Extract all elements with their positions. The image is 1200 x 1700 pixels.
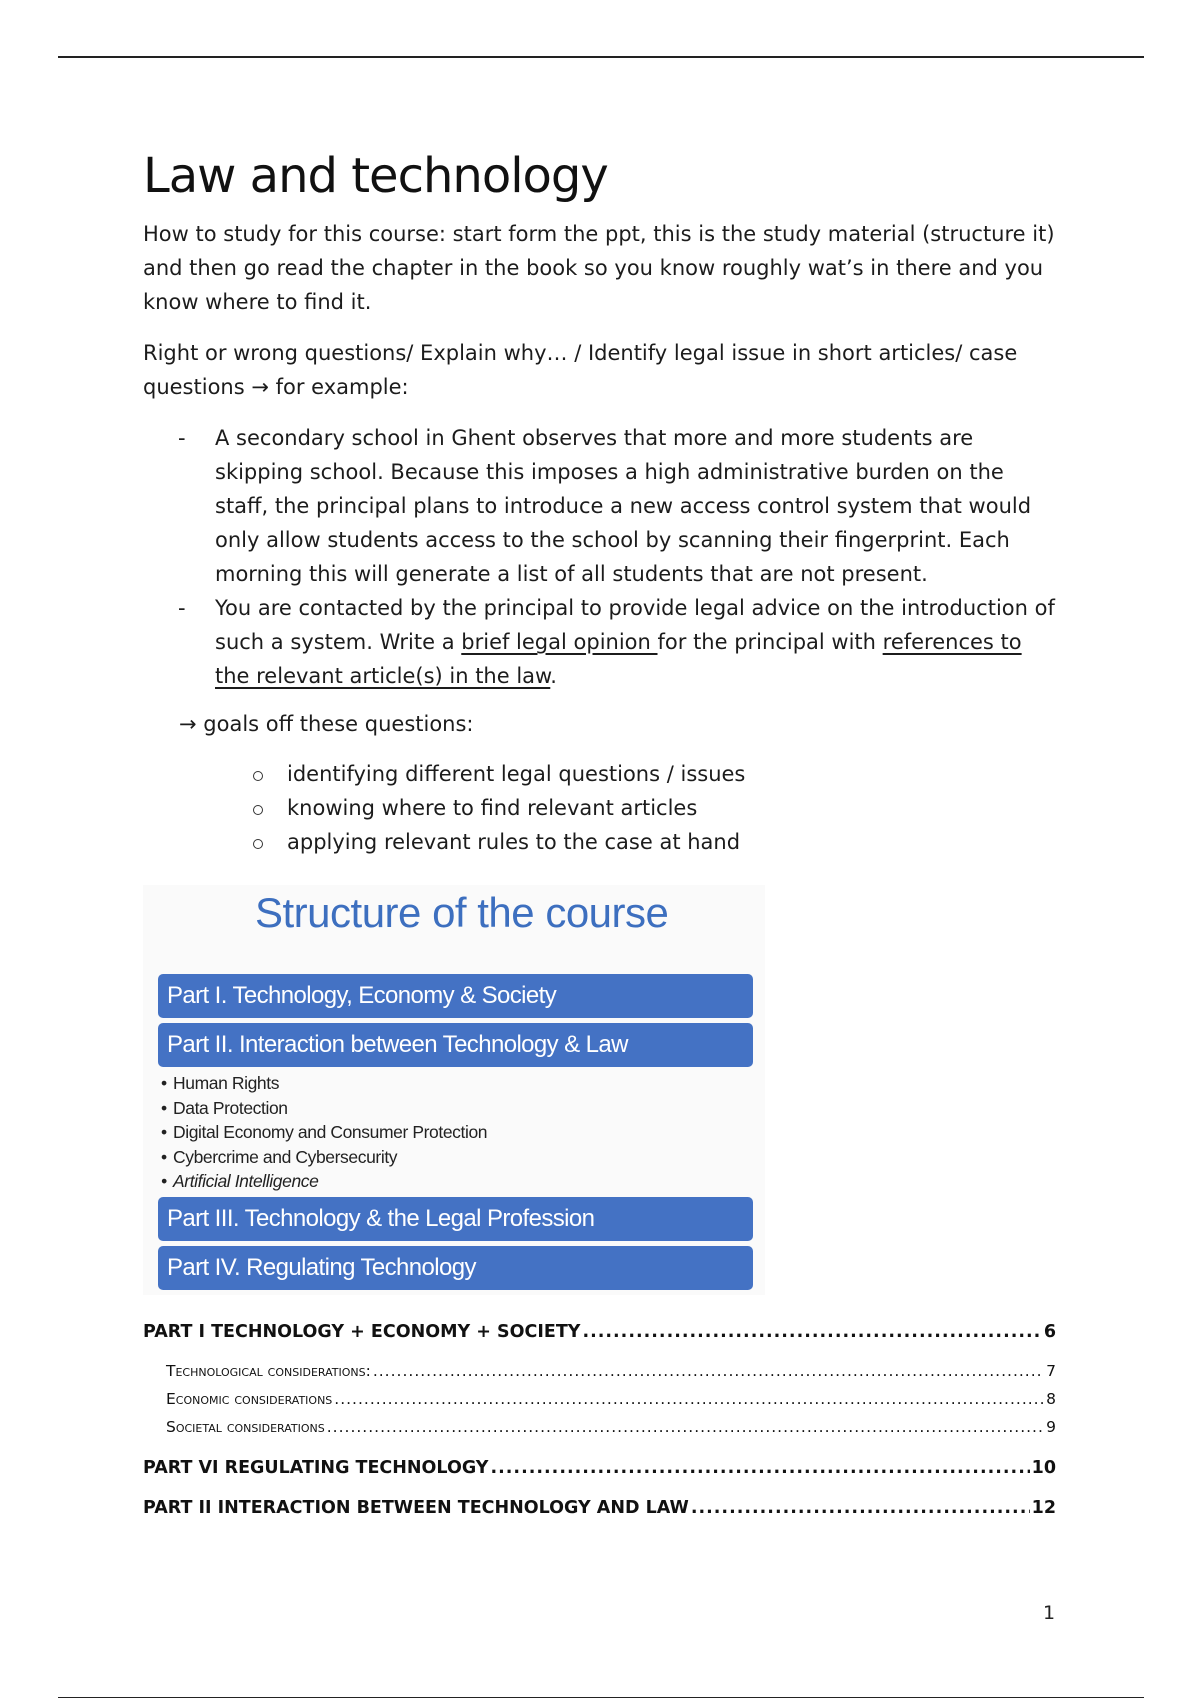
goal-item (143, 757, 1058, 791)
circle-bullet-icon (253, 805, 263, 815)
example-item-text: A secondary school in Ghent observes that more and more students are skipping school. Because this imposes a high administrative burden on the staff, the principal plans to introduce a new access control system that would only allow students access to the school by scanning their fingerprint. Each morning this will generate a list of all students that are not present. (215, 425, 1032, 586)
bullet-icon: • (161, 1122, 167, 1142)
toc-leader (691, 1498, 1030, 1518)
underlined-phrase: references to the relevant article(s) in the law (215, 629, 1022, 688)
circle-bullet-icon (253, 839, 263, 849)
part-1-bar: Part I. Technology, Economy & Society (158, 974, 753, 1018)
topic-item (161, 1071, 487, 1096)
document-title: Law and technology (143, 148, 608, 204)
example-item-text: You are contacted by the principal to provide legal advice on the introduction of such a system. Write a (215, 595, 1055, 654)
toc-leader (490, 1458, 1029, 1478)
dash-bullet: - (178, 595, 186, 620)
toc-label: Economic considerations (166, 1390, 333, 1408)
toc-label: PART I TECHNOLOGY + ECONOMY + SOCIETY (143, 1322, 581, 1342)
toc-page: 7 (1046, 1362, 1056, 1380)
toc-label: Technological considerations: (166, 1362, 371, 1380)
underlined-phrase: brief legal opinion (461, 629, 658, 654)
toc-leader (327, 1418, 1044, 1436)
bullet-icon: • (161, 1073, 167, 1093)
toc-label: PART II INTERACTION BETWEEN TECHNOLOGY AND LAW (143, 1498, 689, 1518)
part-3-bar: Part III. Technology & the Legal Profession (158, 1197, 753, 1241)
toc-page: 6 (1043, 1322, 1056, 1342)
toc-page: 12 (1031, 1498, 1056, 1518)
part-2-bar: Part II. Interaction between Technology & Law (158, 1023, 753, 1067)
intro-paragraph: How to study for this course: start form the ppt, this is the study material (structure it) and then go read the chapter in the book so you know roughly wat’s in there and you know where to find it. (143, 221, 1055, 314)
topic-text: Human Rights (173, 1073, 280, 1093)
footer-rule (58, 1697, 1144, 1698)
topic-text: Artificial Intelligence (173, 1171, 319, 1191)
toc-entry[interactable] (143, 1362, 1056, 1390)
goal-text: knowing where to find relevant articles (287, 795, 698, 820)
document-body (143, 150, 1058, 859)
goals-heading: → goals off these questions: (179, 711, 474, 736)
header-rule (58, 56, 1144, 58)
topic-item (161, 1169, 487, 1194)
toc-entry[interactable] (143, 1458, 1056, 1486)
course-structure-slide (143, 885, 765, 1295)
example-item-text: for the principal with (657, 629, 883, 654)
toc-entry[interactable] (143, 1390, 1056, 1418)
goal-text: applying relevant rules to the case at hand (287, 829, 741, 854)
bullet-icon: • (161, 1146, 167, 1167)
table-of-contents (143, 1322, 1056, 1526)
goal-item (143, 791, 1058, 825)
topic-text: Data Protection (173, 1097, 288, 1118)
part-4-bar: Part IV. Regulating Technology (158, 1246, 753, 1290)
circle-bullet-icon (253, 771, 263, 781)
dash-bullet: - (178, 425, 186, 450)
example-item-text: . (550, 663, 557, 688)
topic-text: Digital Economy and Consumer Protection (173, 1122, 488, 1142)
toc-entry[interactable] (143, 1322, 1056, 1350)
part-2-topics (161, 1071, 487, 1194)
goals-list (143, 757, 1058, 859)
toc-page: 9 (1046, 1418, 1056, 1436)
example-list (143, 421, 1058, 693)
bullet-icon: • (161, 1097, 167, 1118)
toc-entry[interactable] (143, 1498, 1056, 1526)
toc-label: Societal considerations (166, 1418, 325, 1436)
topic-item (161, 1096, 487, 1121)
example-item-1 (143, 421, 1058, 591)
topic-text: Cybercrime and Cybersecurity (173, 1146, 398, 1167)
toc-label: PART VI REGULATING TECHNOLOGY (143, 1458, 489, 1478)
bullet-icon: • (161, 1171, 167, 1191)
toc-leader (582, 1322, 1041, 1342)
topic-item (161, 1145, 487, 1170)
goal-item (143, 825, 1058, 859)
topic-item (161, 1120, 487, 1145)
example-item-2 (143, 591, 1058, 693)
questions-intro: Right or wrong questions/ Explain why… / Identify legal issue in short articles/ case questions → for example: (143, 340, 1018, 399)
slide-title: Structure of the course (255, 889, 669, 936)
toc-page: 8 (1046, 1390, 1056, 1408)
toc-leader (373, 1362, 1044, 1380)
page-number: 1 (1043, 1602, 1056, 1624)
toc-entry[interactable] (143, 1418, 1056, 1446)
toc-leader (334, 1390, 1044, 1408)
toc-page: 10 (1031, 1458, 1056, 1478)
goal-text: identifying different legal questions / issues (287, 761, 746, 786)
